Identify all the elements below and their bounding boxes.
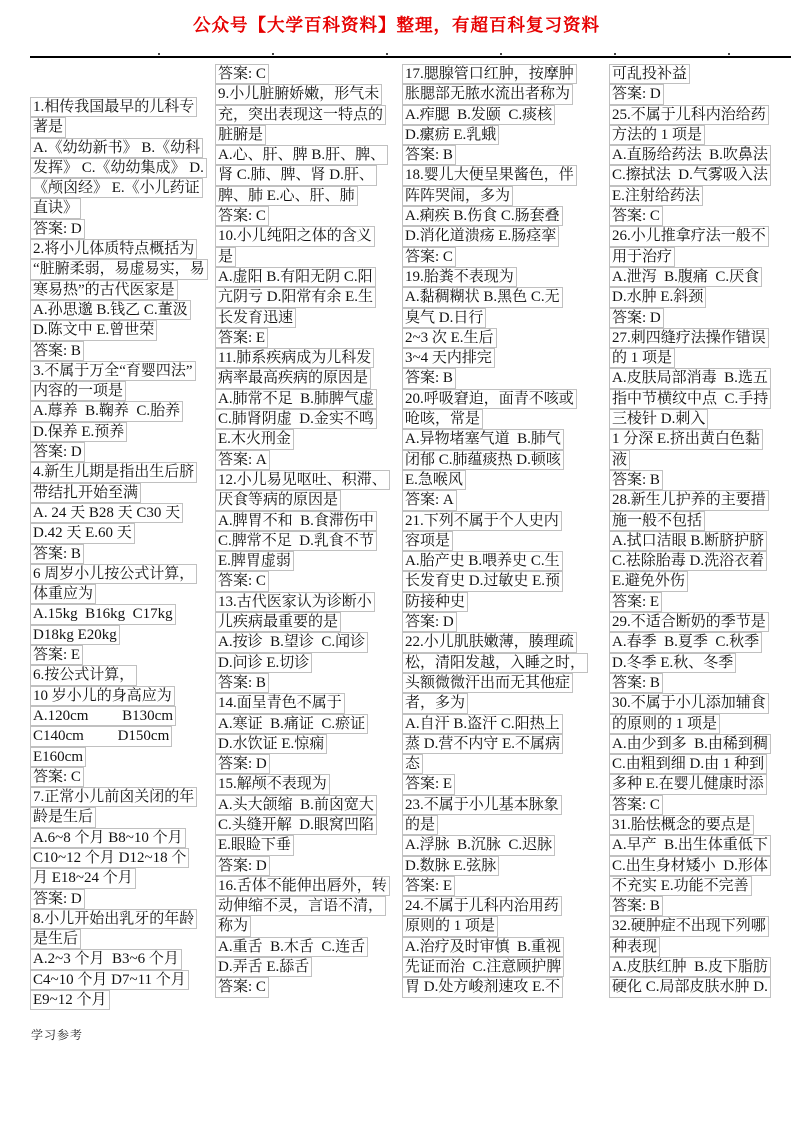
ruler-tick-marks bbox=[158, 53, 758, 55]
text-line: E160cm bbox=[30, 747, 86, 767]
header-divider-line bbox=[30, 56, 791, 58]
text-line: C.肺肾阴虚 D.金实不鸣 bbox=[215, 409, 377, 429]
text-line: 2~3 次 E.生后 bbox=[402, 328, 497, 348]
text-line: 不充实 E.功能不完善 bbox=[609, 876, 752, 896]
text-line: “脏腑柔弱，易虚易实，易 bbox=[30, 259, 208, 279]
text-line: A.肺常不足 B.肺脾气虚 bbox=[215, 389, 377, 409]
text-line: 答案: B bbox=[30, 544, 84, 564]
text-line: 态 bbox=[402, 754, 423, 774]
text-line: 者，多为 bbox=[402, 693, 468, 713]
text-line: 22.小儿肌肤嫩薄，腠理疏 bbox=[402, 632, 577, 652]
text-line: 方法的 1 项是 bbox=[609, 125, 705, 145]
text-line: 容项是 bbox=[402, 531, 453, 551]
text-line: 1.相传我国最早的儿科专 bbox=[30, 97, 197, 117]
text-line: A.寒证 B.痛证 C.瘀证 bbox=[215, 714, 368, 734]
question-column-4 bbox=[609, 64, 771, 998]
text-line: 著是 bbox=[30, 117, 66, 137]
text-line: 《颅囟经》 E.《小儿药证 bbox=[30, 178, 203, 198]
text-line: 亢阴亏 D.阳常有余 E.生 bbox=[215, 287, 376, 307]
text-line: 32.硬肿症不出现下列哪 bbox=[609, 916, 769, 936]
text-line: 是 bbox=[215, 247, 236, 267]
text-line: 10.小儿纯阳之体的含义 bbox=[215, 226, 375, 246]
text-line: 三棱针 D.刺入 bbox=[609, 409, 708, 429]
text-line: 直诀》 bbox=[30, 198, 81, 218]
text-line: 6 周岁小儿按公式计算， bbox=[30, 564, 197, 584]
text-line: 答案: E bbox=[609, 592, 662, 612]
text-line: 的原则的 1 项是 bbox=[609, 714, 720, 734]
page-title: 公众号【大学百科资料】整理，有超百科复习资料 bbox=[193, 15, 600, 35]
text-line: 答案: B bbox=[30, 341, 84, 361]
text-line: 9.小儿脏腑娇嫩，形气未 bbox=[215, 84, 382, 104]
text-line: 23.不属于小儿基本脉象 bbox=[402, 795, 562, 815]
text-line: D.消化道溃疡 E.肠痉挛 bbox=[402, 226, 559, 246]
text-line: 12.小儿易见呕吐、积滞、 bbox=[215, 470, 390, 490]
text-line: 是生后 bbox=[30, 929, 81, 949]
text-line: 施一般不包括 bbox=[609, 511, 705, 531]
text-line: 脾、肺 E.心、肝、肺 bbox=[215, 186, 358, 206]
text-line: 答案: D bbox=[215, 856, 270, 876]
text-line: A.6~8 个月 B8~10 个月 bbox=[30, 828, 186, 848]
text-line: 答案: E bbox=[402, 876, 455, 896]
text-line: 呛咳，常是 bbox=[402, 409, 483, 429]
text-line: 寒易热”的古代医家是 bbox=[30, 280, 178, 300]
text-line: 10 岁小儿的身高应为 bbox=[30, 686, 175, 706]
text-line: 1 分深 E.挤出黄白色黏 bbox=[609, 429, 763, 449]
text-line: D18kg E20kg bbox=[30, 625, 120, 645]
text-line: E.眼睑下垂 bbox=[215, 835, 294, 855]
text-line: 2.将小儿体质特点概括为 bbox=[30, 239, 197, 259]
text-line: 种表现 bbox=[609, 937, 660, 957]
text-line: 答案: C bbox=[215, 977, 269, 997]
text-line: 可乱投补益 bbox=[609, 64, 690, 84]
text-line: A.皮肤局部消毒 B.选五 bbox=[609, 368, 771, 388]
text-line: 答案: C bbox=[609, 206, 663, 226]
text-line: 答案: E bbox=[402, 774, 455, 794]
text-line: 臭气 D.日行 bbox=[402, 308, 486, 328]
text-line: 24.不属于儿科内治用药 bbox=[402, 896, 562, 916]
text-line: 21.下列不属于个人史内 bbox=[402, 511, 562, 531]
text-line: 15.解颅不表现为 bbox=[215, 774, 330, 794]
text-line: 头额微微汗出而无其他症 bbox=[402, 673, 573, 693]
text-line: 的 1 项是 bbox=[609, 348, 675, 368]
text-line: E.脾胃虚弱 bbox=[215, 551, 294, 571]
text-line: 龄是生后 bbox=[30, 807, 96, 827]
text-line: 体重应为 bbox=[30, 584, 96, 604]
text-line: 病率最高疾病的原因是 bbox=[215, 368, 371, 388]
text-line: A.2~3 个月 B3~6 个月 bbox=[30, 949, 182, 969]
text-line: A.按诊 B.望诊 C.闻诊 bbox=[215, 632, 368, 652]
text-line: D.瘰疬 E.乳蛾 bbox=[402, 125, 499, 145]
footer-note: 学习参考 bbox=[31, 1028, 84, 1042]
text-line: 25.不属于儿科内治给药 bbox=[609, 105, 769, 125]
text-line: C.头缝开解 D.眼窝凹陷 bbox=[215, 815, 377, 835]
text-line: 的是 bbox=[402, 815, 438, 835]
text-line: 答案: D bbox=[215, 754, 270, 774]
text-line: 多种 E.在婴儿健康时添 bbox=[609, 774, 767, 794]
question-column-2 bbox=[215, 64, 390, 998]
text-line: E.避免外伤 bbox=[609, 571, 688, 591]
text-line: 长发育迅速 bbox=[215, 308, 296, 328]
text-line: 19.胎粪不表现为 bbox=[402, 267, 517, 287]
text-line: C4~10 个月 D7~11 个月 bbox=[30, 970, 189, 990]
text-line: E.急喉风 bbox=[402, 470, 466, 490]
text-line: A.虚阳 B.有阳无阴 C.阳 bbox=[215, 267, 376, 287]
text-line: A.早产 B.出生体重低下 bbox=[609, 835, 771, 855]
text-line: 液 bbox=[609, 450, 630, 470]
text-line: A.自汗 B.盗汗 C.阳热上 bbox=[402, 714, 563, 734]
text-line: D.水肿 E.斜颈 bbox=[609, 287, 706, 307]
text-line: D.冬季 E.秋、冬季 bbox=[609, 653, 736, 673]
text-line: 答案: C bbox=[609, 795, 663, 815]
text-line: 松，清阳发越，入睡之时， bbox=[402, 653, 588, 673]
text-line: 儿疾病最重要的是 bbox=[215, 612, 341, 632]
text-line: A.治疗及时审慎 B.重视 bbox=[402, 937, 564, 957]
text-line: 26.小儿推拿疗法一般不 bbox=[609, 226, 769, 246]
text-line: 发挥》 C.《幼幼集成》 D. bbox=[30, 158, 207, 178]
text-line: 4.新生儿期是指出生后脐 bbox=[30, 462, 197, 482]
text-line: 答案: C bbox=[215, 64, 269, 84]
text-line: C.出生身材矮小 D.形体 bbox=[609, 856, 771, 876]
text-line: D.问诊 E.切诊 bbox=[215, 653, 312, 673]
text-line: A.胎产史 B.喂养史 C.生 bbox=[402, 551, 563, 571]
text-line: 充，突出表现这一特点的 bbox=[215, 105, 386, 125]
text-line: 防接种史 bbox=[402, 592, 468, 612]
text-line: A.心、肝、脾 B.肝、脾、 bbox=[215, 145, 388, 165]
text-line: D.数脉 E.弦脉 bbox=[402, 856, 499, 876]
text-line: 答案: C bbox=[215, 571, 269, 591]
text-line: D.陈文中 E.曾世荣 bbox=[30, 320, 157, 340]
text-line: C140cm D150cm bbox=[30, 726, 172, 746]
text-line: A.浮脉 B.沉脉 C.迟脉 bbox=[402, 835, 555, 855]
text-line: 指中节横纹中点 C.手持 bbox=[609, 389, 771, 409]
text-line: 答案: B bbox=[609, 470, 663, 490]
text-line: 先证而治 C.注意顾护脾 bbox=[402, 957, 564, 977]
text-line: 6.按公式计算， bbox=[30, 665, 137, 685]
text-line: 答案: B bbox=[402, 145, 456, 165]
text-line: 答案: D bbox=[30, 889, 85, 909]
text-line: 胀腮部无脓水流出者称为 bbox=[402, 84, 573, 104]
text-line: 带结扎开始至满 bbox=[30, 483, 141, 503]
text-line: A. 24 天 B28 天 C30 天 bbox=[30, 503, 183, 523]
text-line: 7.正常小儿前囟关闭的年 bbox=[30, 787, 197, 807]
text-line: 称为 bbox=[215, 916, 251, 936]
text-line: 16.舌体不能伸出唇外，转 bbox=[215, 876, 390, 896]
text-line: A.痢疾 B.伤食 C.肠套叠 bbox=[402, 206, 563, 226]
text-line: 答案: C bbox=[402, 247, 456, 267]
text-line: D.弄舌 E.舔舌 bbox=[215, 957, 312, 977]
text-line: 动伸缩不灵，言语不清， bbox=[215, 896, 386, 916]
text-line: C10~12 个月 D12~18 个 bbox=[30, 848, 189, 868]
text-line: 蒸 D.营不内守 E.不属病 bbox=[402, 734, 563, 754]
text-line: 原则的 1 项是 bbox=[402, 916, 498, 936]
text-line: 11.肺系疾病成为儿科发 bbox=[215, 348, 374, 368]
text-line: E.木火刑金 bbox=[215, 429, 294, 449]
text-line: 胃 D.处方峻剂速攻 E.不 bbox=[402, 977, 563, 997]
text-line: 长发育史 D.过敏史 E.预 bbox=[402, 571, 563, 591]
text-line: 答案: D bbox=[30, 219, 85, 239]
text-line: 3.不属于万全“育婴四法” bbox=[30, 361, 196, 381]
text-line: A.黏稠糊状 B.黑色 C.无 bbox=[402, 287, 563, 307]
text-line: E9~12 个月 bbox=[30, 990, 110, 1010]
text-line: A.痄腮 B.发颐 C.痰核 bbox=[402, 105, 555, 125]
text-line: 答案: D bbox=[402, 612, 457, 632]
text-line: A.孙思邈 B.钱乙 C.董汲 bbox=[30, 300, 191, 320]
text-line: 答案: B bbox=[402, 368, 456, 388]
text-line: A.重舌 B.木舌 C.连舌 bbox=[215, 937, 368, 957]
text-line: 17.腮腺管口红肿，按摩肿 bbox=[402, 64, 577, 84]
text-line: 答案: A bbox=[402, 490, 457, 510]
text-line: A.《幼幼新书》 B.《幼科 bbox=[30, 138, 203, 158]
text-line: 答案: B bbox=[609, 673, 663, 693]
text-line: C.祛除胎毒 D.洗浴衣着 bbox=[609, 551, 767, 571]
text-line: 闭郁 C.肺蕴痰热 D.顿咳 bbox=[402, 450, 564, 470]
text-line: 答案: E bbox=[30, 645, 83, 665]
text-line: 阵阵哭闹，多为 bbox=[402, 186, 513, 206]
text-line: 肾 C.肺、脾、肾 D.肝、 bbox=[215, 165, 377, 185]
text-line: A.蓐养 B.鞠养 C.胎养 bbox=[30, 401, 183, 421]
text-line: 月 E18~24 个月 bbox=[30, 868, 136, 888]
text-line: 答案: C bbox=[30, 767, 84, 787]
text-line: D.42 天 E.60 天 bbox=[30, 523, 135, 543]
text-line: A.由少到多 B.由稀到稠 bbox=[609, 734, 771, 754]
text-line: A.头大颌缩 B.前囟宽大 bbox=[215, 795, 377, 815]
text-line: E.注射给药法 bbox=[609, 186, 703, 206]
text-line: C.擦拭法 D.气雾吸入法 bbox=[609, 165, 771, 185]
text-line: A.脾胃不和 B.食滞伤中 bbox=[215, 511, 377, 531]
text-line: A.春季 B.夏季 C.秋季 bbox=[609, 632, 762, 652]
text-line: 脏腑是 bbox=[215, 125, 266, 145]
text-line: 3~4 天内排完 bbox=[402, 348, 495, 368]
text-line: 31.胎怯概念的要点是 bbox=[609, 815, 754, 835]
text-line: A.15kg B16kg C17kg bbox=[30, 604, 176, 624]
text-line: 27.刺四缝疗法操作错误 bbox=[609, 328, 769, 348]
text-line: 18.婴儿大便呈果酱色，伴 bbox=[402, 165, 577, 185]
text-line: A.泄泻 B.腹痛 C.厌食 bbox=[609, 267, 762, 287]
text-line: 厌食等病的原因是 bbox=[215, 490, 341, 510]
text-line: A.异物堵塞气道 B.肺气 bbox=[402, 429, 564, 449]
text-line: 答案: B bbox=[215, 673, 269, 693]
question-column-3 bbox=[402, 64, 588, 998]
text-line: 29.不适合断奶的季节是 bbox=[609, 612, 769, 632]
text-line: A.120cm B130cm bbox=[30, 706, 176, 726]
text-line: 答案: D bbox=[609, 84, 664, 104]
text-line: 13.古代医家认为诊断小 bbox=[215, 592, 375, 612]
text-line: 28.新生儿护养的主要措 bbox=[609, 490, 769, 510]
text-line: C.由粗到细 D.由 1 种到 bbox=[609, 754, 767, 774]
text-line: 30.不属于小儿添加辅食 bbox=[609, 693, 769, 713]
text-line: 答案: A bbox=[215, 450, 270, 470]
text-line: 答案: B bbox=[609, 896, 663, 916]
text-line: 8.小儿开始出乳牙的年龄 bbox=[30, 909, 197, 929]
text-line: 答案: D bbox=[609, 308, 664, 328]
text-line: A.皮肤红肿 B.皮下脂肪 bbox=[609, 957, 771, 977]
text-line: 答案: E bbox=[215, 328, 268, 348]
text-line: 答案: D bbox=[30, 442, 85, 462]
text-line: A.拭口洁眼 B.断脐护脐 bbox=[609, 531, 767, 551]
question-column-1 bbox=[30, 97, 208, 1010]
text-line: 20.呼吸窘迫，面青不咳或 bbox=[402, 389, 577, 409]
text-line: 硬化 C.局部皮肤水肿 D. bbox=[609, 977, 771, 997]
text-line: A.直肠给药法 B.吹鼻法 bbox=[609, 145, 771, 165]
text-line: 答案: C bbox=[215, 206, 269, 226]
text-line: C.脾常不足 D.乳食不节 bbox=[215, 531, 377, 551]
text-line: D.保养 E.预养 bbox=[30, 422, 127, 442]
text-line: D.水饮证 E.惊痫 bbox=[215, 734, 327, 754]
text-line: 14.面呈青色不属于 bbox=[215, 693, 345, 713]
text-line: 用于治疗 bbox=[609, 247, 675, 267]
text-line: 内容的一项是 bbox=[30, 381, 126, 401]
